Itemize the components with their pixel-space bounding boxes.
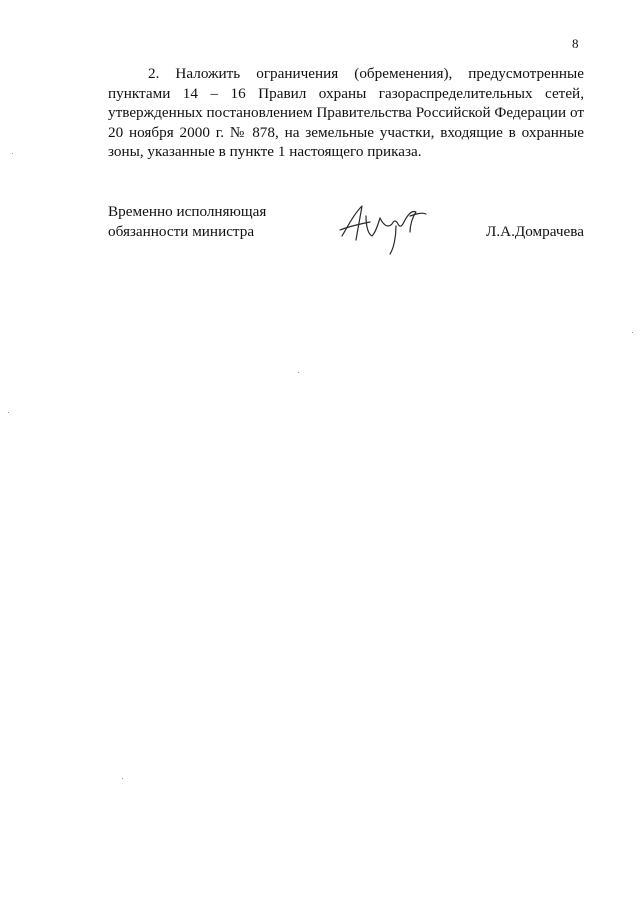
signer-title-line-1: Временно исполняющая bbox=[108, 203, 267, 220]
handwritten-signature bbox=[336, 196, 432, 260]
signer-name: Л.А.Домрачева bbox=[486, 223, 584, 240]
signature-block bbox=[108, 202, 584, 262]
scan-speck bbox=[12, 153, 13, 154]
scan-speck bbox=[8, 412, 9, 413]
page-number: 8 bbox=[572, 36, 579, 51]
signer-title-line-2: обязанности министра bbox=[108, 223, 255, 240]
signer-title bbox=[108, 202, 266, 242]
scan-speck bbox=[122, 778, 123, 779]
scan-speck bbox=[298, 372, 299, 373]
scan-speck bbox=[632, 332, 633, 333]
clause-paragraph: 2. Наложить ограничения (обременения), предусмотренные пунктами 14 – 16 Правил охраны газораспределительных сетей, утвержденных постановлением Правительства Российской Федерации от 20 ноября 2000 г. № 878, на земельные участки, входящие в охранные зоны, указанные в пункте 1 настоящего приказа. bbox=[108, 65, 584, 160]
